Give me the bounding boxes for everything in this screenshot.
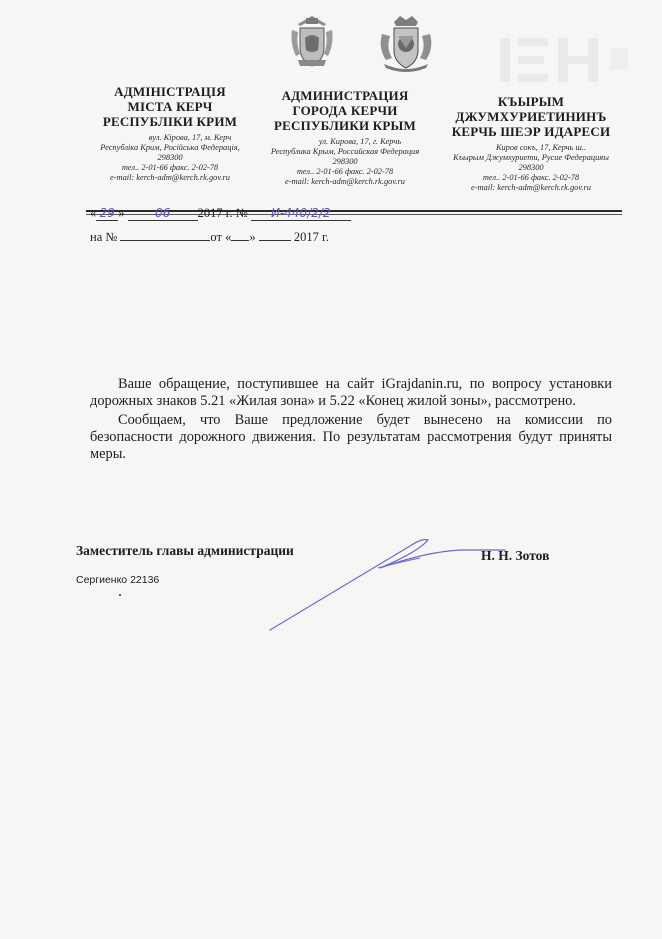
incoming-quote-close: » — [249, 230, 256, 244]
header-ukrainian-title-line-3: РЕСПУБЛІКИ КРИМ — [102, 114, 238, 129]
header-crimean-tatar-title-line-1: КЪЫРЫМ — [497, 94, 565, 109]
crimea-coat-of-arms-icon — [290, 14, 334, 75]
signatory-position: Заместитель главы администрации — [76, 543, 294, 558]
reference-day: 29 — [96, 206, 118, 221]
reference-year: 2017 г. № — [197, 206, 248, 220]
reference-number: И-440/2/2 — [251, 206, 351, 221]
reference-quote-open: « — [90, 206, 97, 220]
header-russian-title-line-1: АДМИНИСТРАЦИЯ — [281, 88, 409, 103]
header-ukrainian — [90, 84, 250, 183]
kerch-coat-of-arms-icon — [376, 14, 436, 79]
header-crimean-tatar-title-line-3: КЕРЧЬ ШЕЭР ИДАРЕСИ — [451, 124, 611, 139]
reference-month: 06 — [128, 206, 198, 221]
bleed-through-mark — [500, 30, 650, 103]
executor-note: Сергиенко 22136 — [76, 574, 160, 586]
header-russian-address-2: Республика Крым, Российская Федерация — [270, 147, 420, 156]
incoming-month-blank — [259, 228, 291, 241]
reference-quote-close: » — [118, 206, 125, 220]
incoming-reference — [90, 228, 329, 245]
signatory-name: Н. Н. Зотов — [481, 548, 550, 563]
header-ukrainian-title-line-1: АДМІНІСТРАЦІЯ — [114, 84, 226, 99]
letter-body — [90, 376, 612, 463]
handwritten-signature — [260, 528, 520, 643]
header-russian-phone: тел.. 2-01-66 факс. 2-02-78 — [296, 167, 394, 176]
header-ukrainian-email: e-mail: kerch-adm@kerch.rk.gov.ru — [110, 173, 230, 182]
incoming-date-prefix: от « — [210, 230, 232, 244]
outgoing-reference — [90, 206, 351, 221]
header-russian — [260, 88, 430, 187]
header-ukrainian-title-line-2: МІСТА КЕРЧ — [127, 99, 213, 114]
header-ukrainian-phone: тел.. 2-01-66 факс. 2-02-78 — [121, 163, 219, 172]
incoming-year: 2017 г. — [293, 230, 329, 244]
body-paragraph-1: Ваше обращение, поступившее на сайт iGrajdanin.ru, по вопросу установки дорожных знаков 5.21 «Жилая зона» и 5.22 «Конец жилой зоны», рассмотрено. — [90, 376, 612, 409]
incoming-number-blank — [120, 228, 210, 241]
header-crimean-tatar-title-line-2: ДЖУМХУРИЕТИНИНЪ — [455, 109, 607, 124]
header-crimean-tatar — [436, 94, 626, 193]
header-russian-email: e-mail: kerch-adm@kerch.rk.gov.ru — [285, 177, 405, 186]
incoming-day-blank — [231, 228, 249, 241]
header-crimean-tatar-email: e-mail: kerch-adm@kerch.rk.gov.ru — [471, 183, 591, 192]
header-ukrainian-address-3: 298300 — [157, 153, 183, 162]
header-crimean-tatar-address-2: Къырым Джумхуриети, Русие Федерацияы — [453, 153, 609, 162]
header-crimean-tatar-phone: тел.. 2-01-66 факс. 2-02-78 — [482, 173, 580, 182]
header-ukrainian-address-2: Республіка Крим, Російська Федерація, — [100, 143, 240, 152]
header-russian-title-line-3: РЕСПУБЛИКИ КРЫМ — [274, 118, 416, 133]
header-russian-address-3: 298300 — [332, 157, 358, 166]
dot-mark — [119, 594, 121, 596]
header-ukrainian-address-1: вул. Кірова, 17, м. Керч — [148, 133, 232, 142]
header-crimean-tatar-address-3: 298300 — [518, 163, 544, 172]
incoming-prefix: на № — [90, 230, 118, 244]
header-russian-title-line-2: ГОРОДА КЕРЧИ — [292, 103, 398, 118]
header-crimean-tatar-address-1: Киров сокъ, 17, Керчь ш.. — [495, 143, 587, 152]
body-paragraph-2: Сообщаем, что Ваше предложение будет вынесено на комиссии по безопасности дорожного движения. По результатам рассмотрения будут приняты меры. — [90, 412, 612, 462]
header-russian-address-1: ул. Кирова, 17, г. Керчь — [318, 137, 402, 146]
